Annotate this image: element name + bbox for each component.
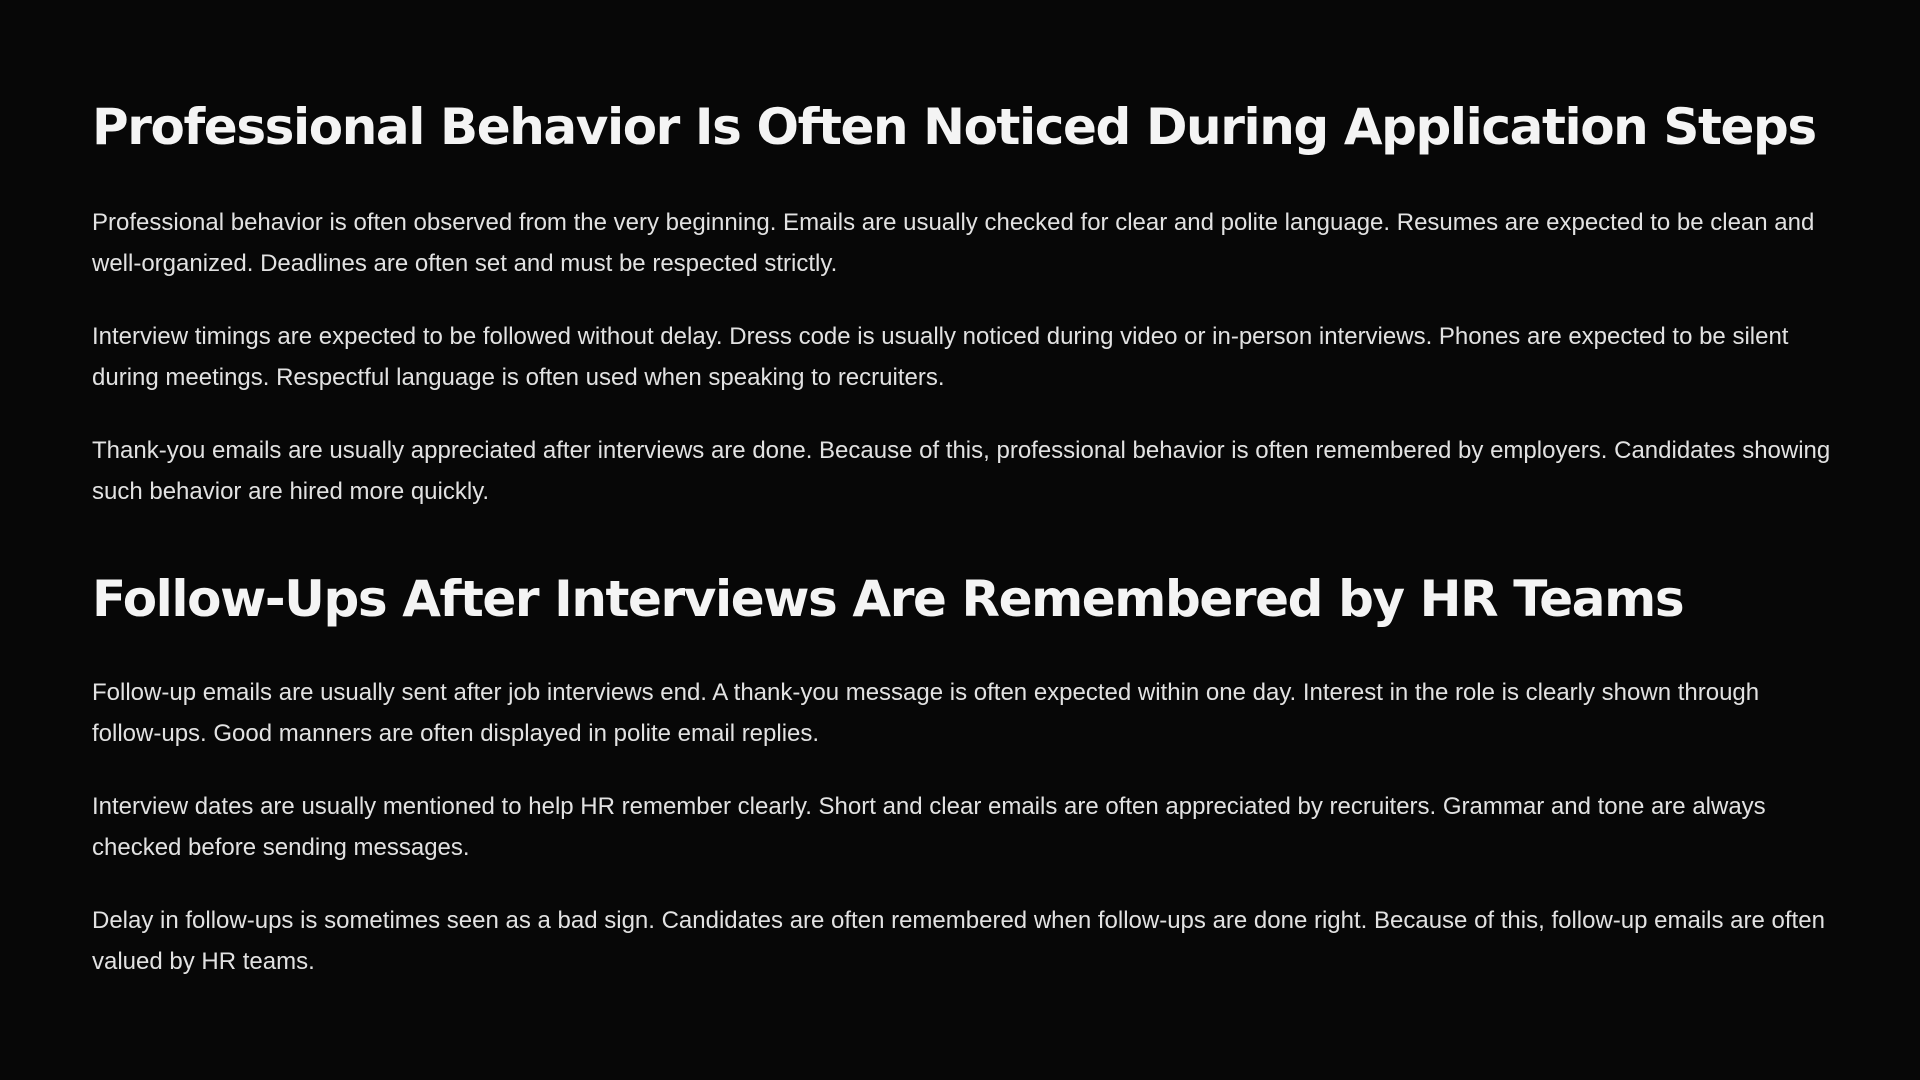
paragraph: Follow-up emails are usually sent after job interviews end. A thank-you message is often expected within one day. Interest in the role is clearly shown through follow-ups. Good manners are often displayed in polite email replies.	[92, 679, 1760, 747]
paragraph: Professional behavior is often observed from the very beginning. Emails are usually checked for clear and polite language. Resumes are expected to be clean and well-organized. Deadlines are often set and must be respected strictly.	[92, 209, 1815, 277]
paragraph: Delay in follow-ups is sometimes seen as a bad sign. Candidates are often remembered when follow-ups are done right. Because of this, follow-up emails are often valued by HR teams.	[92, 907, 1825, 975]
section-heading: Professional Behavior Is Often Noticed During Application Steps	[92, 98, 1816, 156]
section-professional-behavior	[92, 92, 1832, 512]
document-page	[92, 92, 1832, 982]
section-follow-ups	[92, 564, 1832, 982]
paragraph: Interview timings are expected to be followed without delay. Dress code is usually noticed during video or in-person interviews. Phones are expected to be silent during meetings. Respectful language is often used when speaking to recruiters.	[92, 323, 1789, 391]
section-heading: Follow-Ups After Interviews Are Remembered by HR Teams	[92, 570, 1684, 628]
paragraph: Thank-you emails are usually appreciated after interviews are done. Because of this, professional behavior is often remembered by employers. Candidates showing such behavior are hired more quickly.	[92, 437, 1831, 505]
paragraph: Interview dates are usually mentioned to help HR remember clearly. Short and clear emails are often appreciated by recruiters. Grammar and tone are always checked before sending messages.	[92, 793, 1766, 861]
